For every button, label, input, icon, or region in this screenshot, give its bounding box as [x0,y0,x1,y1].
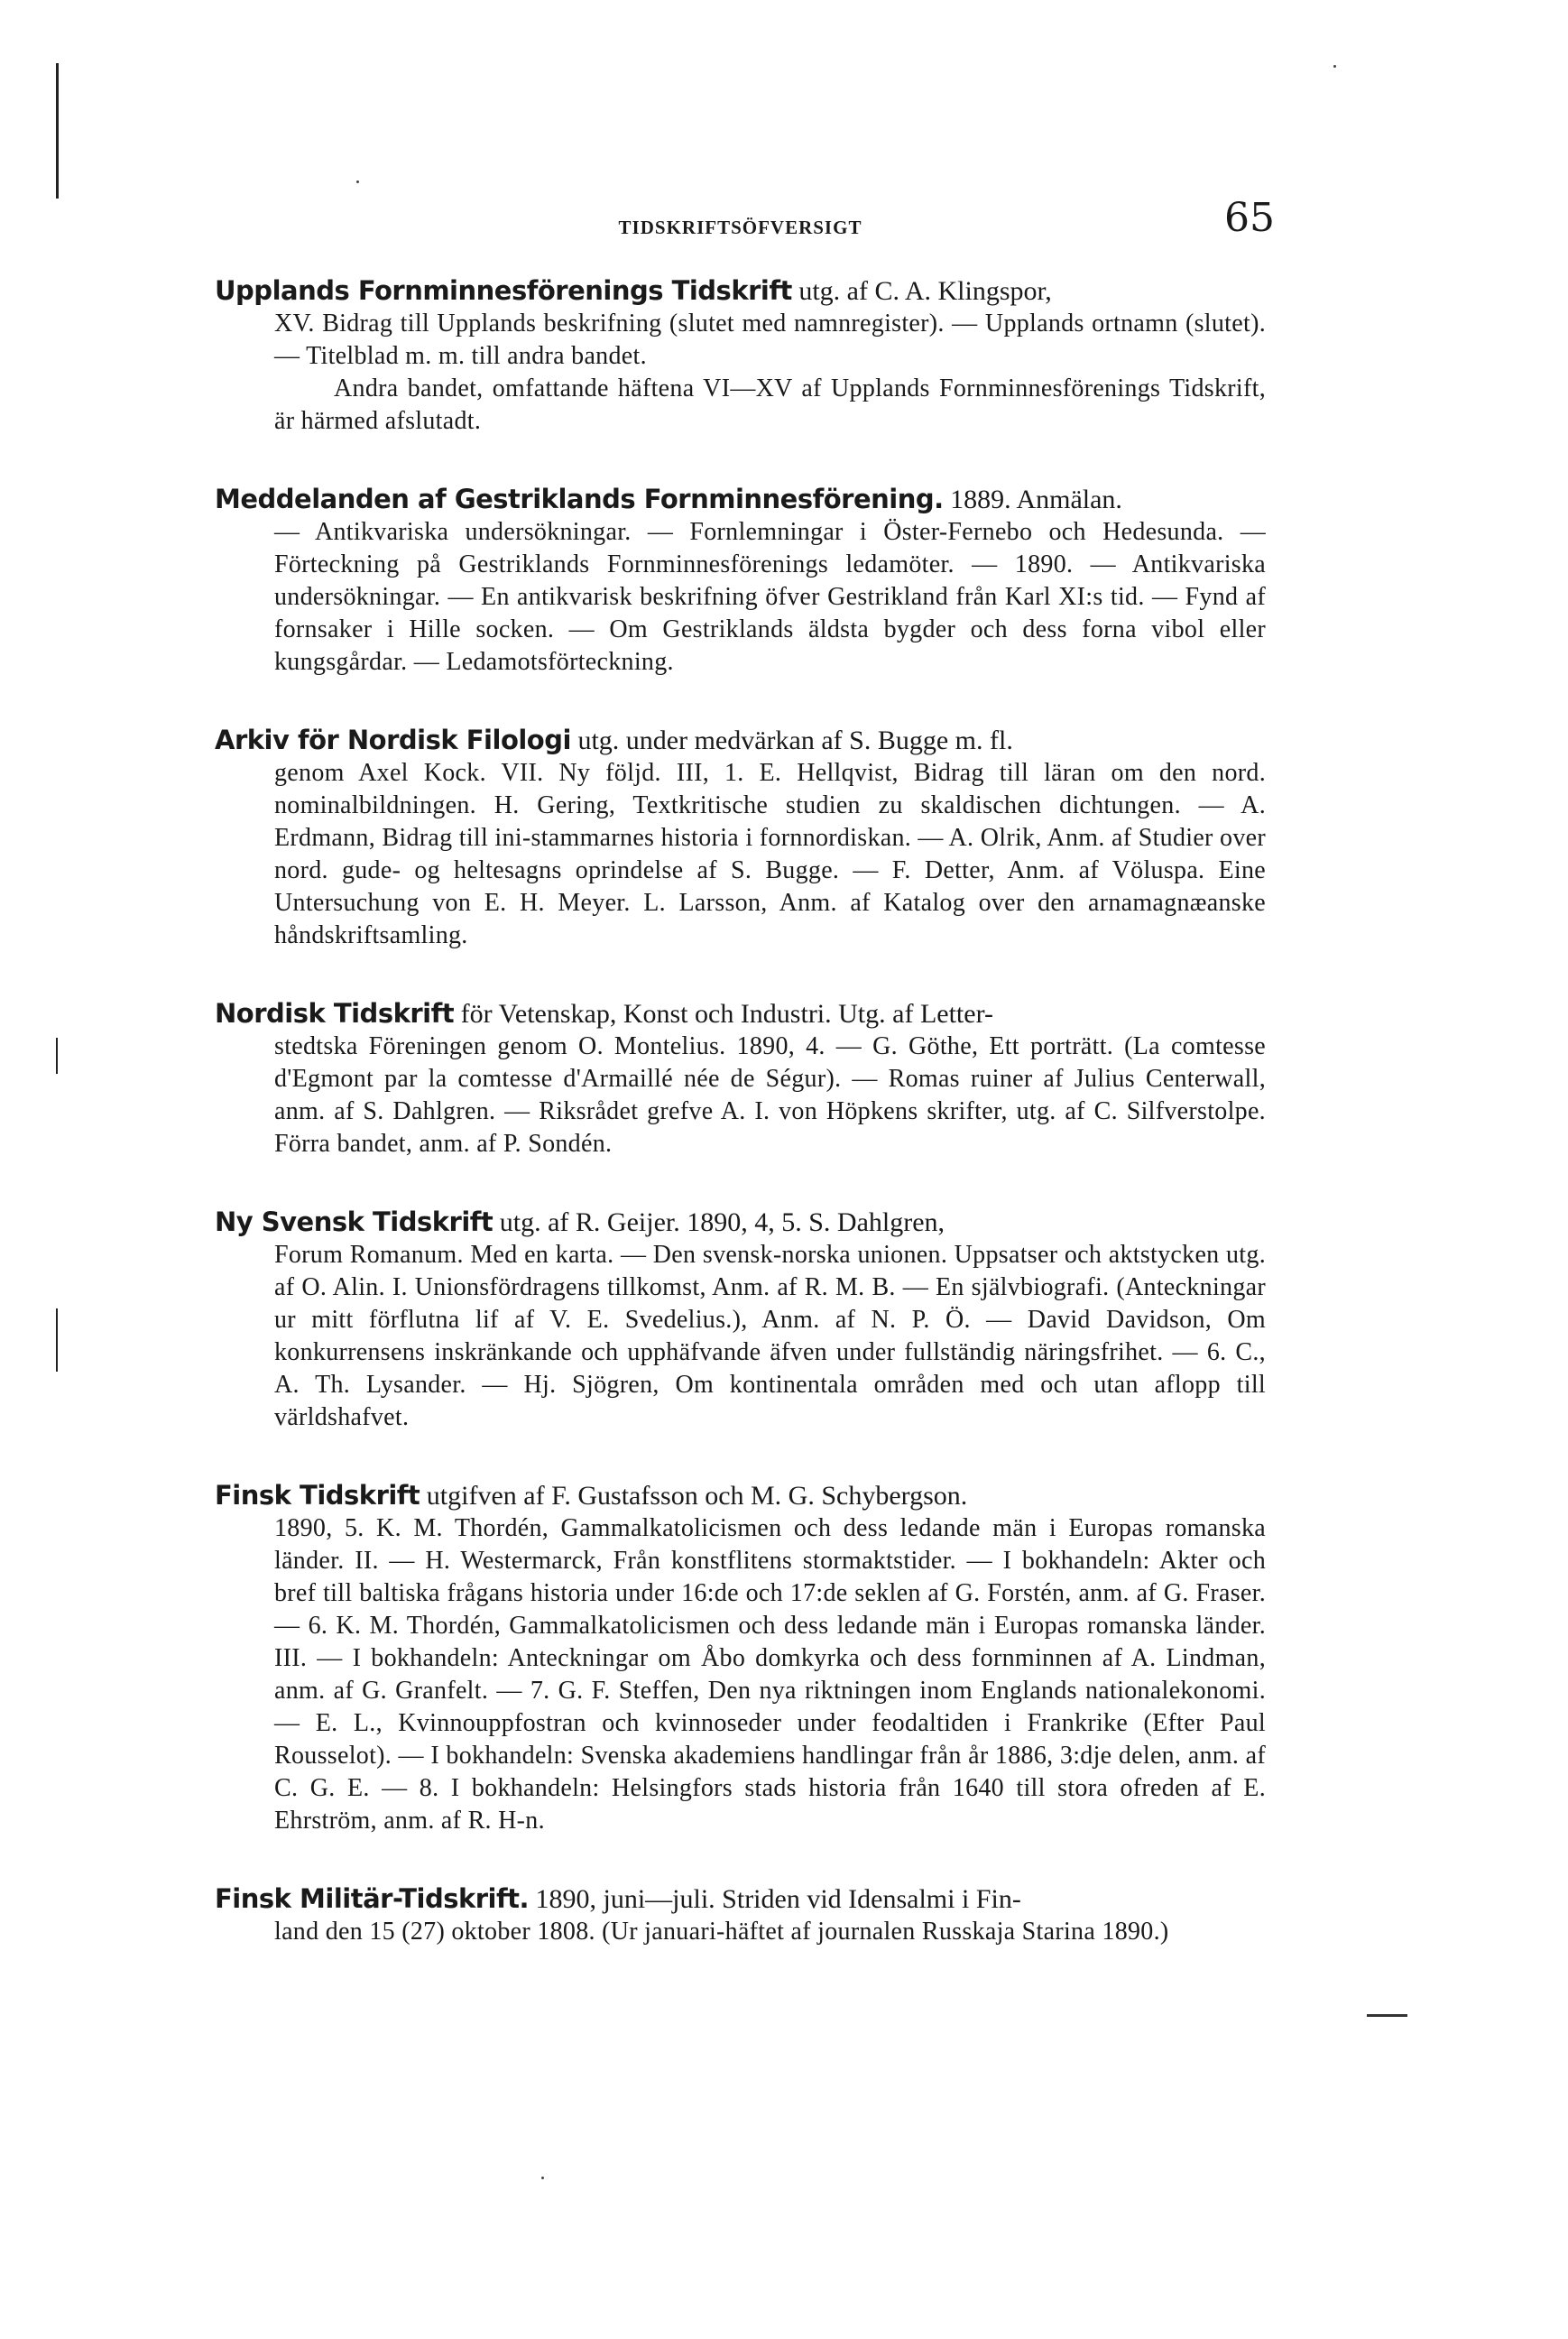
entry-body [215,1239,1266,1434]
entry-body [215,1031,1266,1160]
journal-title: Finsk Militär-Tidskrift. [215,1883,529,1914]
scan-speck [1333,65,1336,68]
entry-heading [215,1882,1266,1916]
entry-text: land den 15 (27) oktober 1808. (Ur januari-häftet af journalen Russkaja Starina 1890.) [274,1918,1169,1946]
entry-first-line: utg. af C. A. Klingspor, [791,276,1052,306]
scan-speck [541,2177,544,2179]
journal-title: Nordisk Tidskrift [215,998,455,1029]
entry-first-line: 1890, juni—juli. Striden vid Idensalmi i Fin- [529,1884,1021,1914]
page-number: 65 [1224,195,1275,241]
entry-heading [215,1479,1266,1512]
journal-entry [215,1479,1266,1837]
entry-heading [215,1206,1266,1239]
journal-entry [215,1882,1266,1948]
journal-title: Upplands Fornminnesförenings Tidskrift [215,275,792,306]
journal-entry [215,997,1266,1160]
journal-entry [215,724,1266,952]
journal-title: Arkiv för Nordisk Filologi [215,725,571,755]
entry-body [215,516,1266,679]
journal-entry [215,274,1266,438]
scan-dash-mark [1367,2014,1407,2017]
document-page [215,190,1275,1993]
scan-speck [356,180,359,183]
entry-first-line: utgifven af F. Gustafsson och M. G. Schybergson. [420,1481,968,1511]
entry-heading [215,997,1266,1031]
entry-body [215,1916,1266,1948]
entry-first-line: utg. under medvärkan af S. Bugge m. fl. [570,726,1013,755]
journal-title: Finsk Tidskrift [215,1480,420,1511]
entry-body [215,1512,1266,1837]
journal-entry [215,1206,1266,1434]
running-header [215,190,1275,254]
scan-edge-mark [56,1308,58,1372]
entry-heading [215,274,1266,308]
entry-text: 1890, 5. K. M. Thordén, Gammalkatolicismen och dess ledande män i Europas romanska länder. II. — H. Westermarck, Från konstflitens stormaktstider. — I bokhandeln: Akter och bref till baltiska frågans historia under 16:de och 17:de seklen af G. Forstén, anm. af G. Fraser. — 6. K. M. Thordén, Gammalkatolicismen och dess ledande män i Europas romanska länder. III. — I bokhandeln: Anteckningar om Åbo domkyrka och dess fornminnen af A. Lindman, anm. af G. Granfelt. — 7. G. F. Steffen, Den nya riktningen inom Englands nationalekonomi. — E. L., Kvinnouppfostran och kvinnoseder under feodaltiden i Frankrike (Efter Paul Rousselot). — I bokhandeln: Svenska akademiens handlingar från år 1886, 3:dje delen, anm. af C. G. E. — 8. I bokhandeln: Helsingfors stads historia från 1640 till stora ofreden af E. Ehrström, anm. af R. H-n. [274,1514,1266,1835]
journal-title: Ny Svensk Tidskrift [215,1206,493,1237]
entry-first-line: utg. af R. Geijer. 1890, 4, 5. S. Dahlgren, [493,1207,945,1237]
entry-text: Forum Romanum. Med en karta. — Den svensk-norska unionen. Uppsatser och aktstycken utg. af O. Alin. I. Unionsfördragens tillkomst, Anm. af R. M. B. — En självbiografi. (Anteckningar ur mitt förflutna lif af V. E. Svedelius.), Anm. af N. P. Ö. — David Davidson, Om konkurrensens inskränkande och upphäfvande äfven under fullständig näringsfrihet. — 6. C., A. Th. Lysander. — Hj. Sjögren, Om kontinentala områden med och utan aflopp till världshafvet. [274,1241,1266,1431]
entry-text: — Antikvariska undersökningar. — Fornlemningar i Öster-Fernebo och Hedesunda. — Förteckning på Gestriklands Fornminnesförenings ledamöter. — 1890. — Antikvariska undersökningar. — En antikvarisk beskrifning öfver Gestrikland från Karl XI:s tid. — Fynd af fornsaker i Hille socken. — Om Gestriklands äldsta bygder och dess forna vibol eller kungsgårdar. — Ledamotsförteckning. [274,518,1266,676]
journal-title: Meddelanden af Gestriklands Fornminnesförening. [215,484,944,514]
entry-text: XV. Bidrag till Upplands beskrifning (slutet med namnregister). — Upplands ortnamn (slutet). — Titelblad m. m. till andra bandet. [274,310,1266,370]
entry-first-line: för Vetenskap, Konst och Industri. Utg. af Letter- [454,999,993,1029]
entry-text: Andra bandet, omfattande häftena VI—XV af Upplands Fornminnesförenings Tidskrift, är härmed afslutadt. [274,374,1266,435]
entry-text: genom Axel Kock. VII. Ny följd. III, 1. E. Hellqvist, Bidrag till läran om den nord. nominalbildningen. H. Gering, Textkritische studien zu skaldischen dichtungen. — A. Erdmann, Bidrag till ini-stammarnes historia i fornnordiskan. — A. Olrik, Anm. af Studier over nord. gude- og heltesagns oprindelse af S. Bugge. — F. Detter, Anm. af Völuspa. Eine Untersuchung von E. H. Meyer. L. Larsson, Anm. af Katalog over den arnamagnæanske håndskriftsamling. [274,759,1266,949]
journal-entry [215,483,1266,679]
entry-body [215,757,1266,952]
entry-heading [215,724,1266,757]
scan-edge-mark [56,63,59,199]
entry-first-line: 1889. Anmälan. [943,485,1122,514]
entry-body [215,308,1266,438]
scan-edge-mark [56,1038,58,1074]
entry-heading [215,483,1266,516]
running-title: TIDSKRIFTSÖFVERSIGT [618,217,862,238]
entry-text: stedtska Föreningen genom O. Montelius. 1890, 4. — G. Göthe, Ett porträtt. (La comtesse d'Egmont par la comtesse d'Armaillé née de Ségur). — Romas ruiner af Julius Centerwall, anm. af S. Dahlgren. — Riksrådet grefve A. I. von Höpkens skrifter, utg. af C. Silfverstolpe. Förra bandet, anm. af P. Sondén. [274,1032,1266,1158]
